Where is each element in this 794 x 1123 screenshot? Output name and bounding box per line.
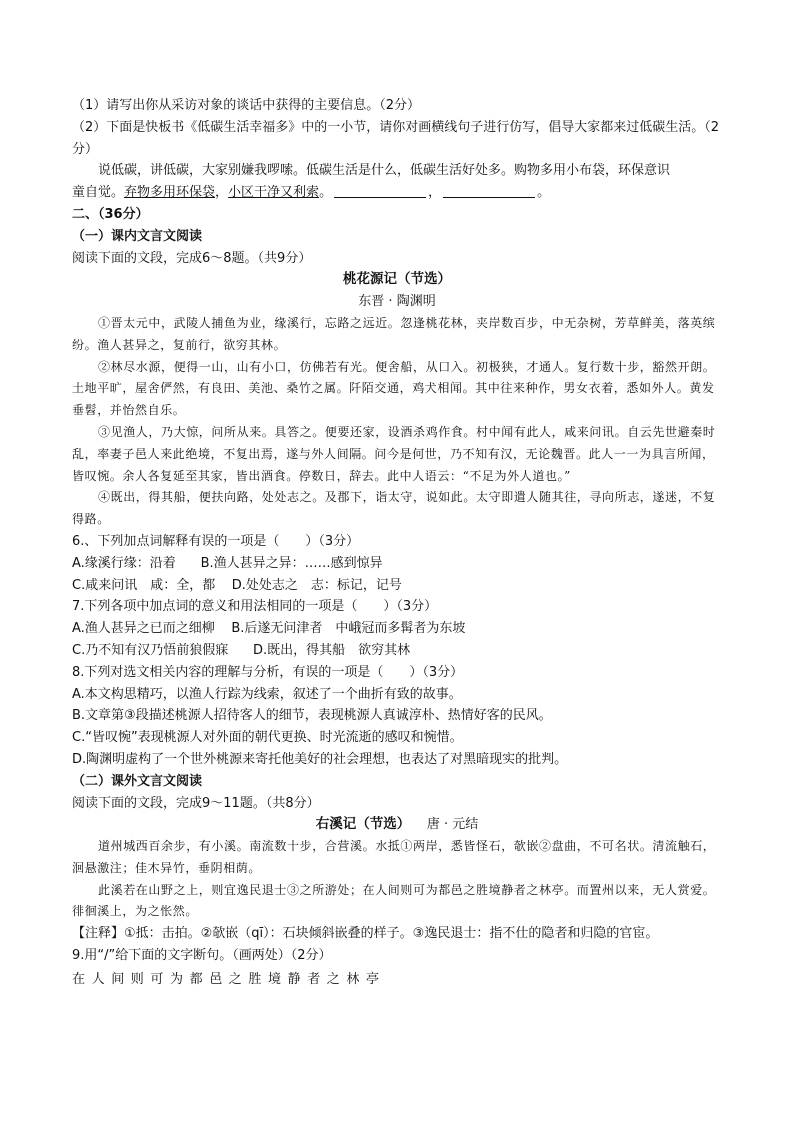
option-b[interactable]: B.后遂无问津者 中峨冠而多髯者为东坡 xyxy=(231,621,466,637)
part-2-heading: （二）课外文言文阅读 xyxy=(72,773,203,789)
passage-2-paragraph-2: 此溪若在山野之上，则宜逸民退士③之所游处；在人间则可为都邑之胜境静者之林亭。而置州以来，无人赏爱。徘徊溪上，为之怅然。 xyxy=(72,882,716,919)
question-6-options-row-1 xyxy=(72,553,722,575)
question-6: 6.、下列加点词解释有误的一项是（ ）（3分） xyxy=(72,533,360,549)
passage-1-paragraph-1: ①晋太元中，武陵人捕鱼为业，缘溪行，忘路之远近。忽逢桃花林，夹岸数百步，中无杂树，芳草鲜美，落英缤纷。渔人甚异之，复前行，欲穷其林。 xyxy=(72,315,716,352)
option-c[interactable]: C.咸来问讯 咸：全，都 xyxy=(72,577,216,593)
underlined-sentence-1: 弃物多用环保袋 xyxy=(124,185,216,201)
part-2-instruction: 阅读下面的文段，完成9～11题。（共8分） xyxy=(72,795,320,811)
verse-comma-2: ， xyxy=(428,185,442,201)
passage-2-paragraph-1: 道州城西百余步，有小溪。南流数十步，合营溪。水抵①两岸，悉皆怪石，欹嵌②盘曲，不可名状。清流触石，洄悬激注；佳木异竹，垂阴相荫。 xyxy=(72,839,716,875)
option-c[interactable]: C.乃不知有汉乃悟前狼假寐 xyxy=(72,642,229,658)
question-7-options-row-2 xyxy=(72,640,722,662)
passage-1-paragraph-2: ②林尽水源，便得一山，山有小口，仿佛若有光。便舍船，从口入。初极狭，才通人。复行数十步，豁然开朗。土地平旷，屋舍俨然，有良田、美池、桑竹之属。阡陌交通，鸡犬相闻。其中往来种作，男女衣着，悉如外人。黄发垂髫，并怡然自乐。 xyxy=(72,359,716,418)
page-content xyxy=(72,95,722,991)
passage-2-author: 唐 · 元结 xyxy=(426,817,479,833)
verse-text: 童自觉。 xyxy=(72,185,125,201)
question-8-option-a[interactable]: A.本文构思精巧，以渔人行踪为线索，叙述了一个曲折有致的故事。 xyxy=(72,686,462,702)
part-1-instruction: 阅读下面的文段，完成6～8题。（共9分） xyxy=(72,250,312,266)
option-a[interactable]: A.缘溪行缘：沿着 xyxy=(72,555,176,571)
question-8-option-b[interactable]: B.文章第③段描述桃源人招待客人的细节，表现桃源人真诚淳朴、热情好客的民风。 xyxy=(72,708,552,724)
verse-end: 。 xyxy=(537,185,551,201)
question-6-options-row-2 xyxy=(72,575,722,597)
question-9-sentence[interactable]: 在人间则可为都邑之胜境静者之林亭 xyxy=(72,971,386,987)
passage-2-note: 【注释】①抵：击拍。②欹嵌（qī）：石块倾斜嵌叠的样子。③逸民退士：指不仕的隐者和归隐的官宦。 xyxy=(72,926,659,942)
question-1-1: （1）请写出你从采访对象的谈话中获得的主要信息。（2分） xyxy=(72,98,421,113)
question-7: 7.下列各项中加点词的意义和用法相同的一项是（ ）（3分） xyxy=(72,599,438,615)
question-8-option-d[interactable]: D.陶渊明虚构了一个世外桃源来寄托他美好的社会理想，也表达了对黑暗现实的批判。 xyxy=(72,751,568,767)
part-1-heading: （一）课内文言文阅读 xyxy=(72,228,203,244)
question-1-2: （2）下面是快板书《低碳生活幸福多》中的一小节，请你对画横线句子进行仿写，倡导大家都来过低碳生活。（2分） xyxy=(72,119,720,157)
question-9: 9.用“/”给下面的文字断句。（画两处）（2分） xyxy=(72,948,332,964)
underlined-sentence-2: 小区干净又利索 xyxy=(228,185,320,201)
verse-period: 。 xyxy=(319,185,333,201)
verse-comma: ， xyxy=(215,185,229,201)
option-d[interactable]: D.既出，得其船 欲穷其林 xyxy=(253,642,411,658)
question-8-option-c[interactable]: C.“皆叹惋”表现桃源人对外面的朝代更换、时光流逝的感叹和惋惜。 xyxy=(72,730,463,746)
answer-blank-2[interactable] xyxy=(443,183,535,198)
passage-2-title-line xyxy=(72,814,722,836)
option-a[interactable]: A.渔人甚异之已而之细柳 xyxy=(72,621,215,637)
question-8: 8.下列对选文相关内容的理解与分析，有误的一项是（ ）（3分） xyxy=(72,664,464,680)
section-2-heading: 二、（36分） xyxy=(72,206,149,222)
answer-blank-1[interactable] xyxy=(334,183,426,198)
verse-line-b xyxy=(72,182,722,204)
passage-1-title: 桃花源记（节选） xyxy=(343,271,451,288)
passage-1-author: 东晋 · 陶渊明 xyxy=(358,294,436,310)
verse-line-a: 说低碳，讲低碳，大家别嫌我啰嗦。低碳生活是什么，低碳生活好处多。购物多用小布袋，环保意识 xyxy=(98,163,671,179)
passage-2-title: 右溪记（节选） xyxy=(315,816,411,833)
passage-1-paragraph-4: ④既出，得其船，便扶向路，处处志之。及郡下，诣太守，说如此。太守即遣人随其往，寻向所志，遂迷，不复得路。 xyxy=(72,490,716,527)
option-d[interactable]: D.处处志之 志：标记，记号 xyxy=(231,577,402,593)
option-b[interactable]: B.渔人甚异之异：……感到惊异 xyxy=(200,555,383,571)
question-7-options-row-1 xyxy=(72,618,722,640)
passage-1-paragraph-3: ③见渔人，乃大惊，问所从来。具答之。便要还家，设酒杀鸡作食。村中闻有此人，咸来问讯。自云先世避秦时乱，率妻子邑人来此绝境，不复出焉，遂与外人间隔。问今是何世，乃不知有汉，无论魏晋。此人一一为具言所闻，皆叹惋。余人各复延至其家，皆出酒食。停数日，辞去。此中人语云：“不足为外人道也。” xyxy=(72,424,716,483)
